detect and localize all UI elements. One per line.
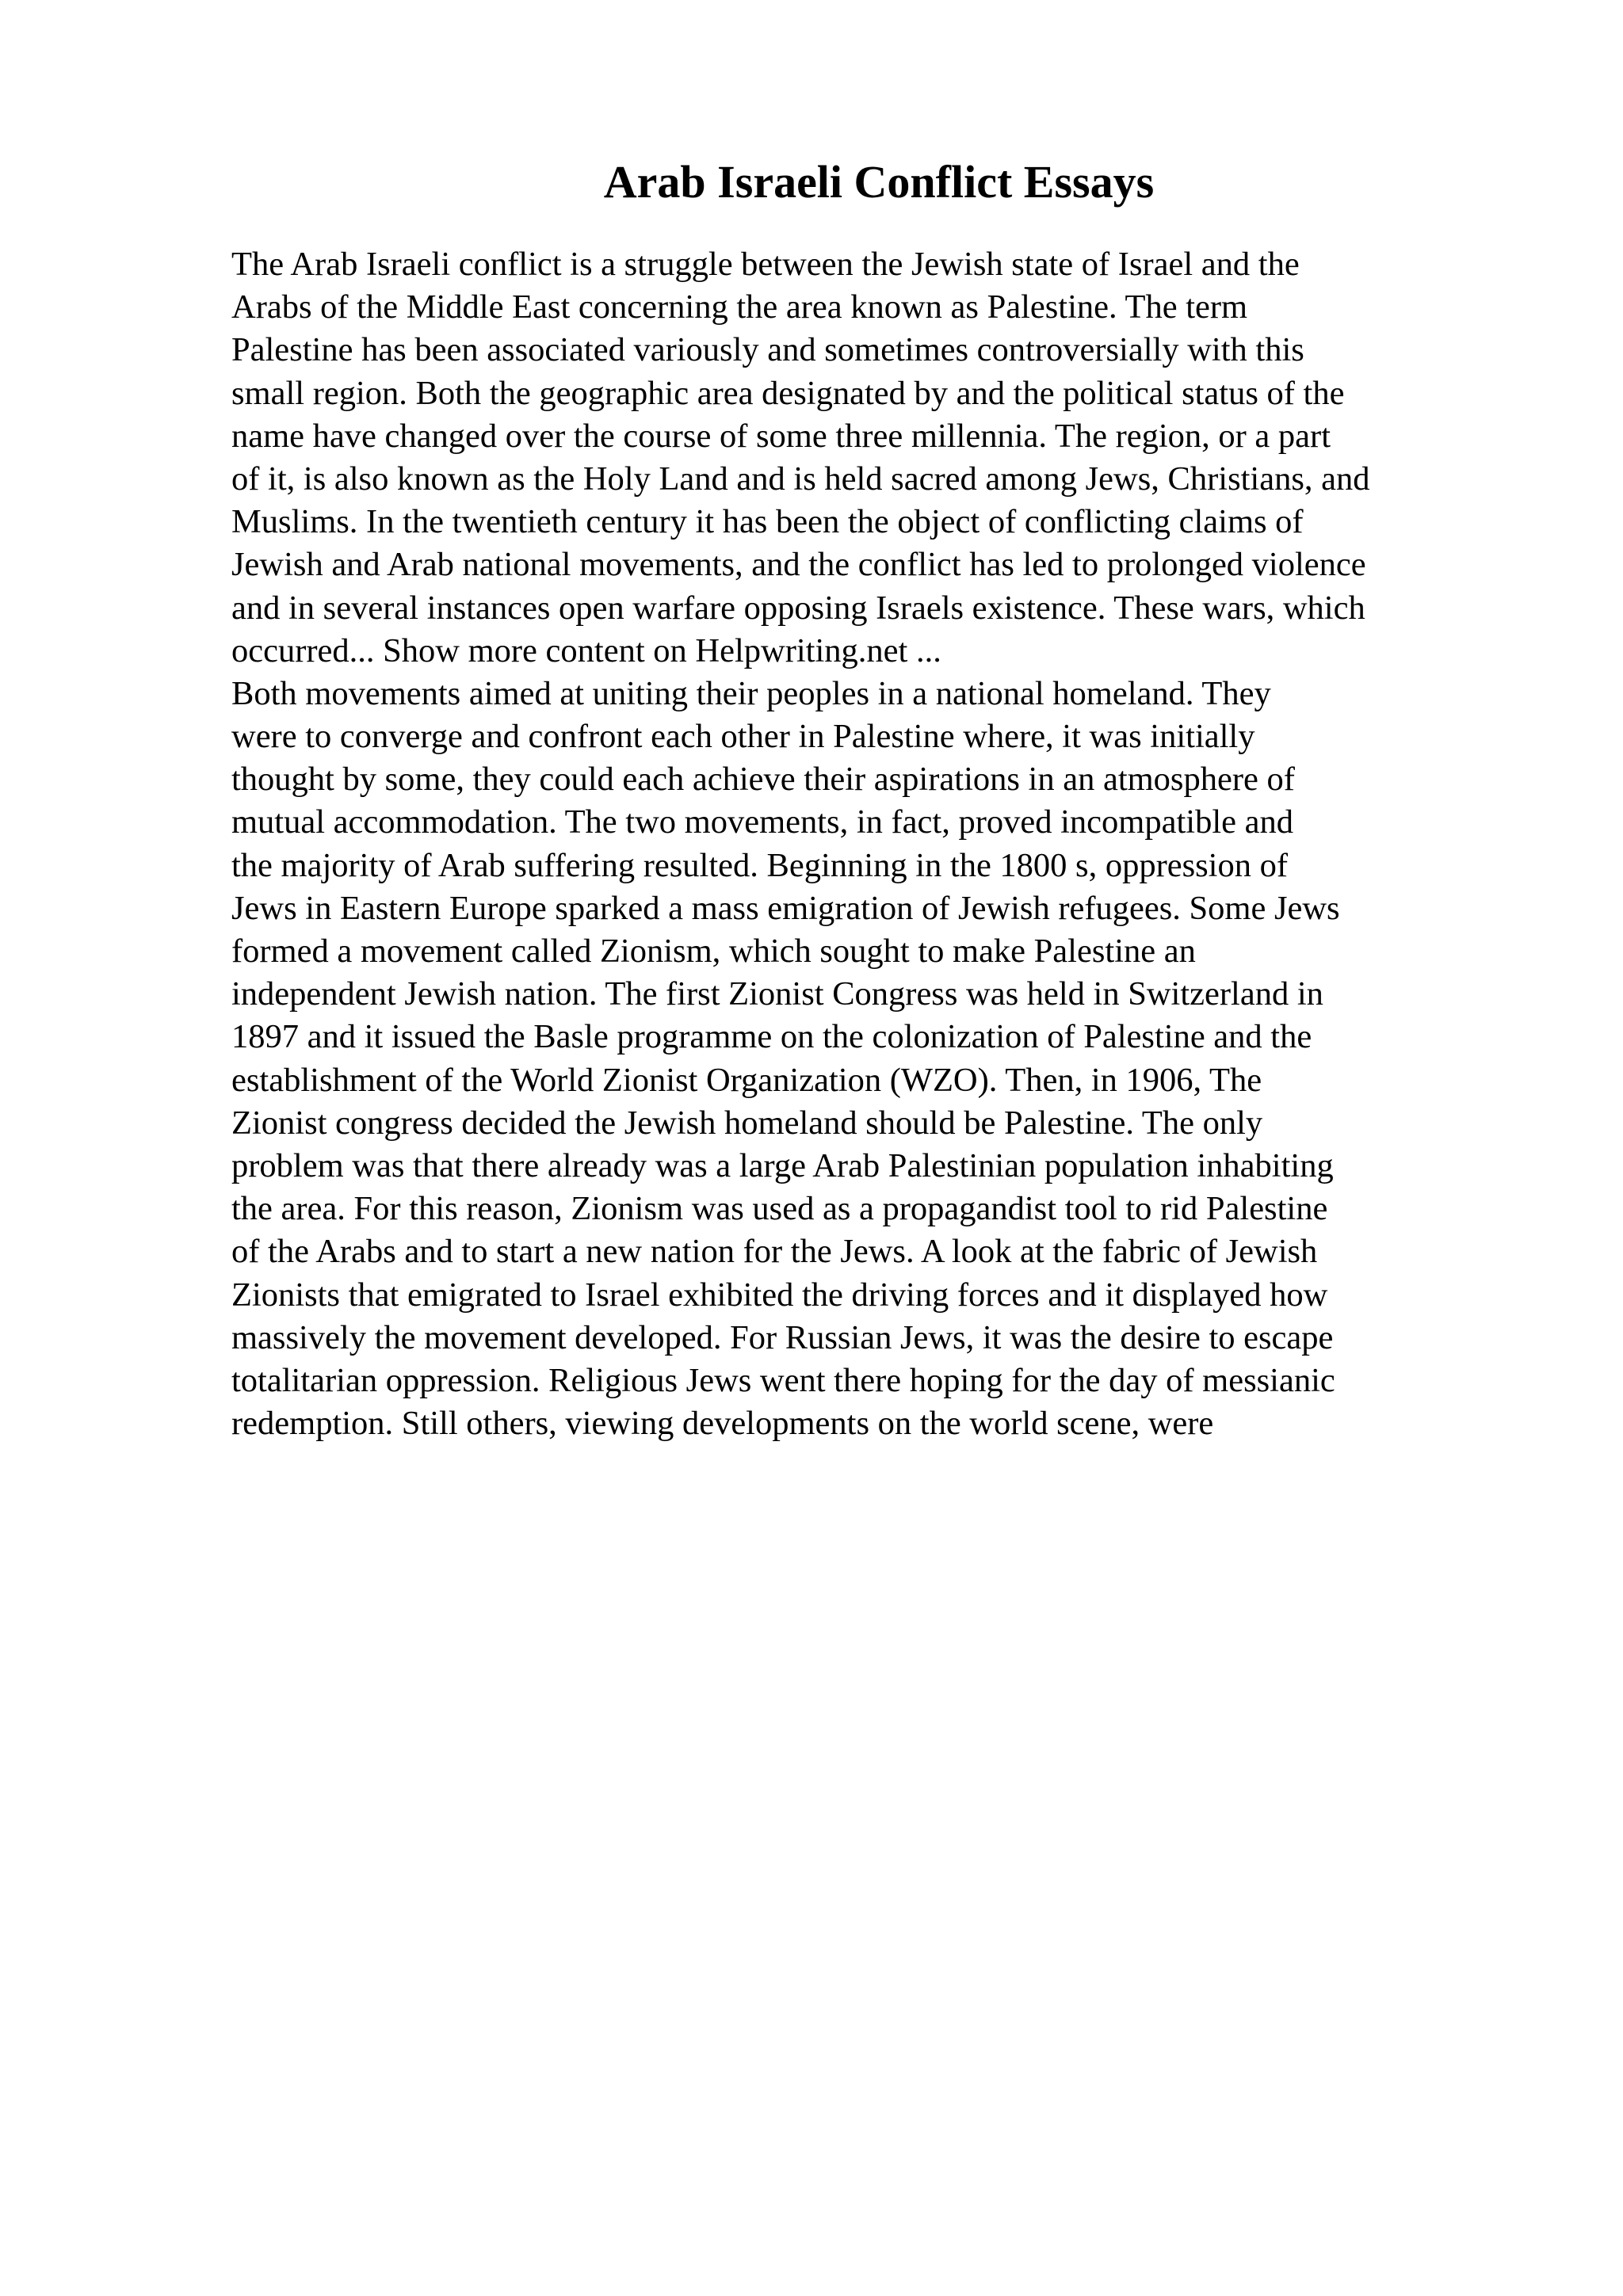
text-line: occurred... Show more content on Helpwriting.net ...	[231, 631, 941, 669]
text-line: small region. Both the geographic area designated by and the political status of the	[231, 374, 1345, 412]
text-line: of it, is also known as the Holy Land and is held sacred among Jews, Christians, and	[231, 460, 1370, 498]
text-line: problem was that there already was a large Arab Palestinian population inhabiting	[231, 1146, 1334, 1184]
text-line: thought by some, they could each achieve their aspirations in an atmosphere of	[231, 761, 1295, 799]
text-line: The Arab Israeli conflict is a struggle between the Jewish state of Israel and the	[231, 246, 1300, 283]
text-line: Zionists that emigrated to Israel exhibited the driving forces and it displayed how	[231, 1276, 1328, 1314]
text-line: redemption. Still others, viewing developments on the world scene, were	[231, 1405, 1214, 1443]
text-line: of the Arabs and to start a new nation for the Jews. A look at the fabric of Jewish	[231, 1233, 1318, 1271]
text-line: the majority of Arab suffering resulted. Beginning in the 1800 s, oppression of	[231, 846, 1289, 884]
text-line: 1897 and it issued the Basle programme on the colonization of Palestine and the	[231, 1018, 1312, 1056]
text-line: Jews in Eastern Europe sparked a mass emigration of Jewish refugees. Some Jews	[231, 889, 1340, 927]
page-title: Arab Israeli Conflict Essays	[603, 156, 1155, 208]
text-line: independent Jewish nation. The first Zionist Congress was held in Switzerland in	[231, 975, 1323, 1013]
text-line: massively the movement developed. For Russian Jews, it was the desire to escape	[231, 1318, 1334, 1356]
text-line: establishment of the World Zionist Organization (WZO). Then, in 1906, The	[231, 1061, 1262, 1099]
text-line: and in several instances open warfare opposing Israels existence. These wars, which	[231, 589, 1365, 627]
text-line: name have changed over the course of some three millennia. The region, or a part	[231, 417, 1331, 455]
text-line: Zionist congress decided the Jewish homeland should be Palestine. The only	[231, 1104, 1263, 1142]
text-line: Muslims. In the twentieth century it has been the object of conflicting claims of	[231, 503, 1304, 541]
text-line: were to converge and confront each other in Palestine where, it was initially	[231, 718, 1255, 756]
text-line: formed a movement called Zionism, which sought to make Palestine an	[231, 933, 1196, 970]
text-line: Both movements aimed at uniting their peoples in a national homeland. They	[231, 674, 1271, 712]
text-line: the area. For this reason, Zionism was used as a propagandist tool to rid Palestine	[231, 1190, 1328, 1228]
essay-body	[231, 243, 1499, 1445]
text-line: Palestine has been associated variously and sometimes controversially with this	[231, 331, 1304, 369]
text-line: Arabs of the Middle East concerning the area known as Palestine. The term	[231, 288, 1248, 326]
text-line: Jewish and Arab national movements, and the conflict has led to prolonged violence	[231, 546, 1366, 584]
text-line: totalitarian oppression. Religious Jews went there hoping for the day of messianic	[231, 1361, 1335, 1399]
text-line: mutual accommodation. The two movements, in fact, proved incompatible and	[231, 803, 1293, 841]
